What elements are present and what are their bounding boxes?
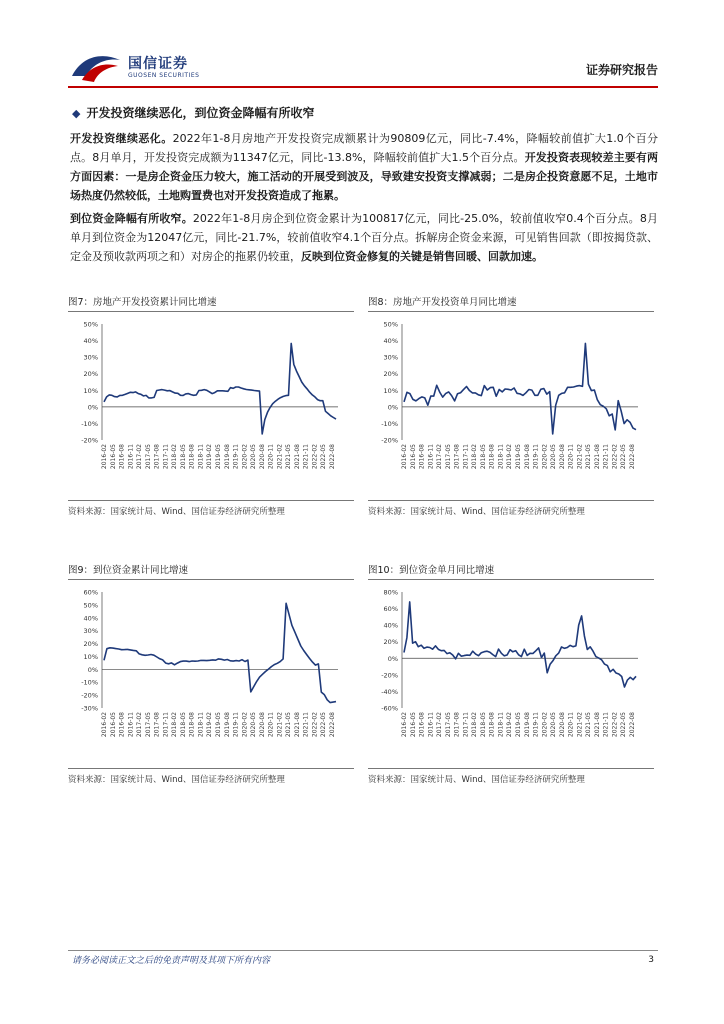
x-tick-label: 2017-02 [436,712,444,738]
paragraph-lead: 到位资金降幅有所收窄。 [70,212,193,225]
x-tick-label: 2018-05 [179,444,187,470]
paragraph-funding [70,209,658,266]
x-tick-label: 2018-08 [188,712,196,738]
x-tick-label: 2019-05 [515,444,522,470]
figure-top-rule [68,579,354,580]
figure-title: 图7：房地产开发投资累计同比增速 [68,297,217,308]
x-tick-label: 2017-11 [462,712,470,738]
x-tick-label: 2021-02 [576,712,584,738]
logo-text-cn: 国信证券 [128,56,188,72]
x-tick-label: 2021-02 [276,712,284,738]
x-tick-label: 2020-02 [541,444,549,470]
x-tick-label: 2016-08 [118,712,126,738]
x-tick-label: 2017-05 [444,444,452,470]
x-tick-label: 2022-08 [329,712,336,738]
y-tick-label: 20% [383,638,398,647]
x-tick-label: 2019-11 [532,444,540,470]
guosen-logo [68,48,268,88]
x-tick-label: 2019-02 [506,712,514,738]
x-tick-label: 2018-11 [197,444,205,470]
figure-9 [68,562,354,792]
paragraph-body: 2022年1-8月房企到位资金累计为100817亿元，同比-25.0%，较前值收窄0.4个百分点。8月单月到位资金为12047亿元，同比-21.7%，较前值收窄4.1个百分点。拆解房企资金来源，可见销售回款（即按揭贷款、定金及预收款两项之和）对房企的拖累仍较重， [70,212,659,263]
y-tick-label: 10% [383,386,398,395]
figure-top-rule [68,311,354,312]
x-tick-label: 2017-02 [136,712,144,738]
x-tick-label: 2021-02 [576,444,584,470]
x-tick-label: 2017-08 [153,444,161,470]
figure-bottom-rule [368,500,654,501]
x-tick-label: 2016-11 [127,712,135,738]
y-tick-label: -20% [381,671,398,680]
x-tick-label: 2018-05 [179,712,187,738]
x-tick-label: 2016-02 [101,444,108,470]
x-tick-label: 2021-08 [593,712,601,738]
x-tick-label: 2019-02 [206,444,214,470]
x-tick-label: 2017-08 [453,444,461,470]
x-tick-label: 2019-11 [232,712,240,738]
x-tick-label: 2020-08 [558,444,566,470]
figure-bottom-rule [368,768,654,769]
x-tick-label: 2017-08 [453,712,461,738]
figure-10 [368,562,654,792]
report-type: 证券研究报告 [585,63,658,77]
x-tick-label: 2021-08 [593,444,601,470]
x-tick-label: 2020-05 [550,712,558,738]
x-tick-label: 2017-11 [162,444,170,470]
x-tick-label: 2020-08 [258,444,266,470]
x-tick-label: 2016-05 [109,444,117,470]
x-tick-label: 2018-02 [471,712,479,738]
y-tick-label: -40% [381,687,398,696]
x-tick-label: 2021-11 [302,712,310,738]
figure-source: 资料来源：国家统计局、Wind、国信证券经济研究所整理 [368,775,585,785]
footer-disclaimer: 请务必阅读正文之后的免责声明及其项下所有内容 [72,956,271,966]
x-tick-label: 2016-02 [401,444,408,470]
x-tick-label: 2022-08 [629,712,636,738]
figure-top-rule [368,311,654,312]
y-tick-label: -20% [381,436,398,445]
paragraph-conclusion: 反映到位资金修复的关键是销售回暖、回款加速。 [301,250,543,263]
figure-title: 图8：房地产开发投资单月同比增速 [368,297,517,308]
x-tick-label: 2020-11 [567,712,575,738]
figure-7 [68,294,354,524]
y-tick-label: 80% [383,588,398,597]
section-title-text: 开发投资继续恶化，到位资金降幅有所收窄 [86,106,315,120]
x-tick-label: 2020-02 [241,444,249,470]
x-tick-label: 2019-08 [523,444,531,470]
x-tick-label: 2016-11 [427,444,435,470]
y-tick-label: 10% [83,652,98,661]
series-line [404,343,636,434]
x-tick-label: 2017-05 [444,712,452,738]
y-tick-label: 20% [83,640,98,649]
x-tick-label: 2019-08 [523,712,531,738]
y-tick-label: 30% [83,353,98,362]
x-tick-label: 2022-02 [311,444,319,470]
chart-funding-monthly [368,586,654,766]
series-line [404,602,636,687]
x-tick-label: 2016-11 [127,444,135,470]
paragraph-lead: 开发投资继续恶化。 [70,132,173,145]
footer-divider [68,950,658,951]
y-tick-label: 30% [383,353,398,362]
series-line [104,603,336,702]
x-tick-label: 2019-02 [506,444,514,470]
header-divider [68,86,658,88]
x-tick-label: 2022-02 [611,444,619,470]
x-tick-label: 2021-11 [602,712,610,738]
x-tick-label: 2019-11 [532,712,540,738]
x-tick-label: 2018-08 [188,444,196,470]
y-tick-label: -60% [381,704,398,713]
figure-top-rule [368,579,654,580]
page-header [68,48,658,88]
y-tick-label: 40% [83,614,98,623]
x-tick-label: 2021-02 [276,444,284,470]
diamond-bullet-icon: ◆ [72,107,81,120]
figure-source: 资料来源：国家统计局、Wind、国信证券经济研究所整理 [68,775,285,785]
x-tick-label: 2016-05 [409,444,417,470]
x-tick-label: 2021-05 [585,712,593,738]
x-tick-label: 2022-05 [320,712,328,738]
x-tick-label: 2022-02 [611,712,619,738]
chart-investment-cumulative [68,318,354,498]
x-tick-label: 2019-05 [215,712,222,738]
x-tick-label: 2020-05 [550,444,558,470]
y-tick-label: 50% [83,320,98,329]
logo-text-en: GUOSEN SECURITIES [128,72,200,79]
x-tick-label: 2019-11 [232,444,240,470]
x-tick-label: 2017-05 [144,444,152,470]
x-tick-label: 2016-08 [418,712,426,738]
y-tick-label: 10% [83,386,98,395]
x-tick-label: 2020-11 [267,712,275,738]
x-tick-label: 2020-08 [558,712,566,738]
x-tick-label: 2021-11 [602,444,610,470]
x-tick-label: 2018-02 [471,444,479,470]
x-tick-label: 2021-05 [285,712,293,738]
x-tick-label: 2022-08 [629,444,636,470]
chart-investment-monthly [368,318,654,498]
y-tick-label: 0% [87,665,98,674]
x-tick-label: 2016-08 [418,444,426,470]
paragraph-conclusion: 开发投资表现较差主要有两方面因素：一是房企资金压力较大，施工活动的开展受到波及，导致建安投资支撑减弱；二是房企投资意愿不足，土地市场热度仍然较低，土地购置费也对开发投资造成了拖累。 [70,151,658,202]
y-tick-label: 20% [83,370,98,379]
x-tick-label: 2021-11 [302,444,310,470]
y-tick-label: 40% [383,337,398,346]
x-tick-label: 2021-08 [293,444,301,470]
figure-bottom-rule [68,500,354,501]
x-tick-label: 2022-05 [620,444,628,470]
x-tick-label: 2017-02 [136,444,144,470]
y-tick-label: -30% [81,704,98,713]
x-tick-label: 2018-02 [171,712,179,738]
x-tick-label: 2018-08 [488,444,496,470]
x-tick-label: 2017-11 [162,712,170,738]
x-tick-label: 2019-08 [223,444,231,470]
x-tick-label: 2016-02 [401,712,408,738]
paragraph-investment [70,129,658,205]
x-tick-label: 2018-05 [479,444,487,470]
y-tick-label: -20% [81,436,98,445]
x-tick-label: 2016-05 [409,712,417,738]
y-tick-label: 50% [83,601,98,610]
x-tick-label: 2018-11 [497,444,505,470]
y-tick-label: 40% [83,337,98,346]
x-tick-label: 2020-08 [258,712,266,738]
x-tick-label: 2020-05 [250,444,258,470]
x-tick-label: 2017-02 [436,444,444,470]
x-tick-label: 2020-02 [241,712,249,738]
x-tick-label: 2022-08 [329,444,336,470]
figure-8 [368,294,654,524]
x-tick-label: 2018-11 [497,712,505,738]
y-tick-label: 0% [387,654,398,663]
figure-title: 图10：到位资金单月同比增速 [368,565,495,576]
y-tick-label: 30% [83,627,98,636]
page-number: 3 [648,955,654,965]
chart-funding-cumulative [68,586,354,766]
x-tick-label: 2018-11 [197,712,205,738]
x-tick-label: 2016-05 [109,712,117,738]
y-tick-label: 40% [383,621,398,630]
x-tick-label: 2021-05 [285,444,293,470]
x-tick-label: 2017-11 [462,444,470,470]
x-tick-label: 2020-05 [250,712,258,738]
x-tick-label: 2016-11 [427,712,435,738]
x-tick-label: 2022-02 [311,712,319,738]
x-tick-label: 2017-05 [144,712,152,738]
x-tick-label: 2020-11 [267,444,275,470]
x-tick-label: 2018-08 [488,712,496,738]
x-tick-label: 2020-11 [567,444,575,470]
x-tick-label: 2017-08 [153,712,161,738]
x-tick-label: 2020-02 [541,712,549,738]
y-tick-label: 50% [383,320,398,329]
y-tick-label: -10% [81,419,98,428]
paragraph-body: 2022年1-8月房地产开发投资完成额累计为90809亿元，同比-7.4%，降幅较前值扩大1.0个百分点。8月单月，开发投资完成额为11347亿元，同比-13.8%，降幅较前值扩大1.5个百分点。 [70,132,658,164]
figure-source: 资料来源：国家统计局、Wind、国信证券经济研究所整理 [68,507,285,517]
guosen-logo-icon [68,50,124,84]
x-tick-label: 2021-08 [293,712,301,738]
y-tick-label: -10% [81,678,98,687]
figure-source: 资料来源：国家统计局、Wind、国信证券经济研究所整理 [368,507,585,517]
x-tick-label: 2018-02 [171,444,179,470]
x-tick-label: 2016-02 [101,712,108,738]
section-title [72,104,314,121]
y-tick-label: 0% [87,403,98,412]
y-tick-label: 0% [387,403,398,412]
x-tick-label: 2022-05 [320,444,328,470]
x-tick-label: 2019-08 [223,712,231,738]
x-tick-label: 2019-05 [215,444,222,470]
figure-title: 图9：到位资金累计同比增速 [68,565,189,576]
x-tick-label: 2019-02 [206,712,214,738]
y-tick-label: 60% [83,588,98,597]
series-line [104,343,336,434]
y-tick-label: -20% [81,691,98,700]
x-tick-label: 2018-05 [479,712,487,738]
figure-bottom-rule [68,768,354,769]
x-tick-label: 2016-08 [118,444,126,470]
y-tick-label: -10% [381,419,398,428]
x-tick-label: 2021-05 [585,444,593,470]
x-tick-label: 2022-05 [620,712,628,738]
y-tick-label: 20% [383,370,398,379]
x-tick-label: 2019-05 [515,712,522,738]
y-tick-label: 60% [383,605,398,614]
